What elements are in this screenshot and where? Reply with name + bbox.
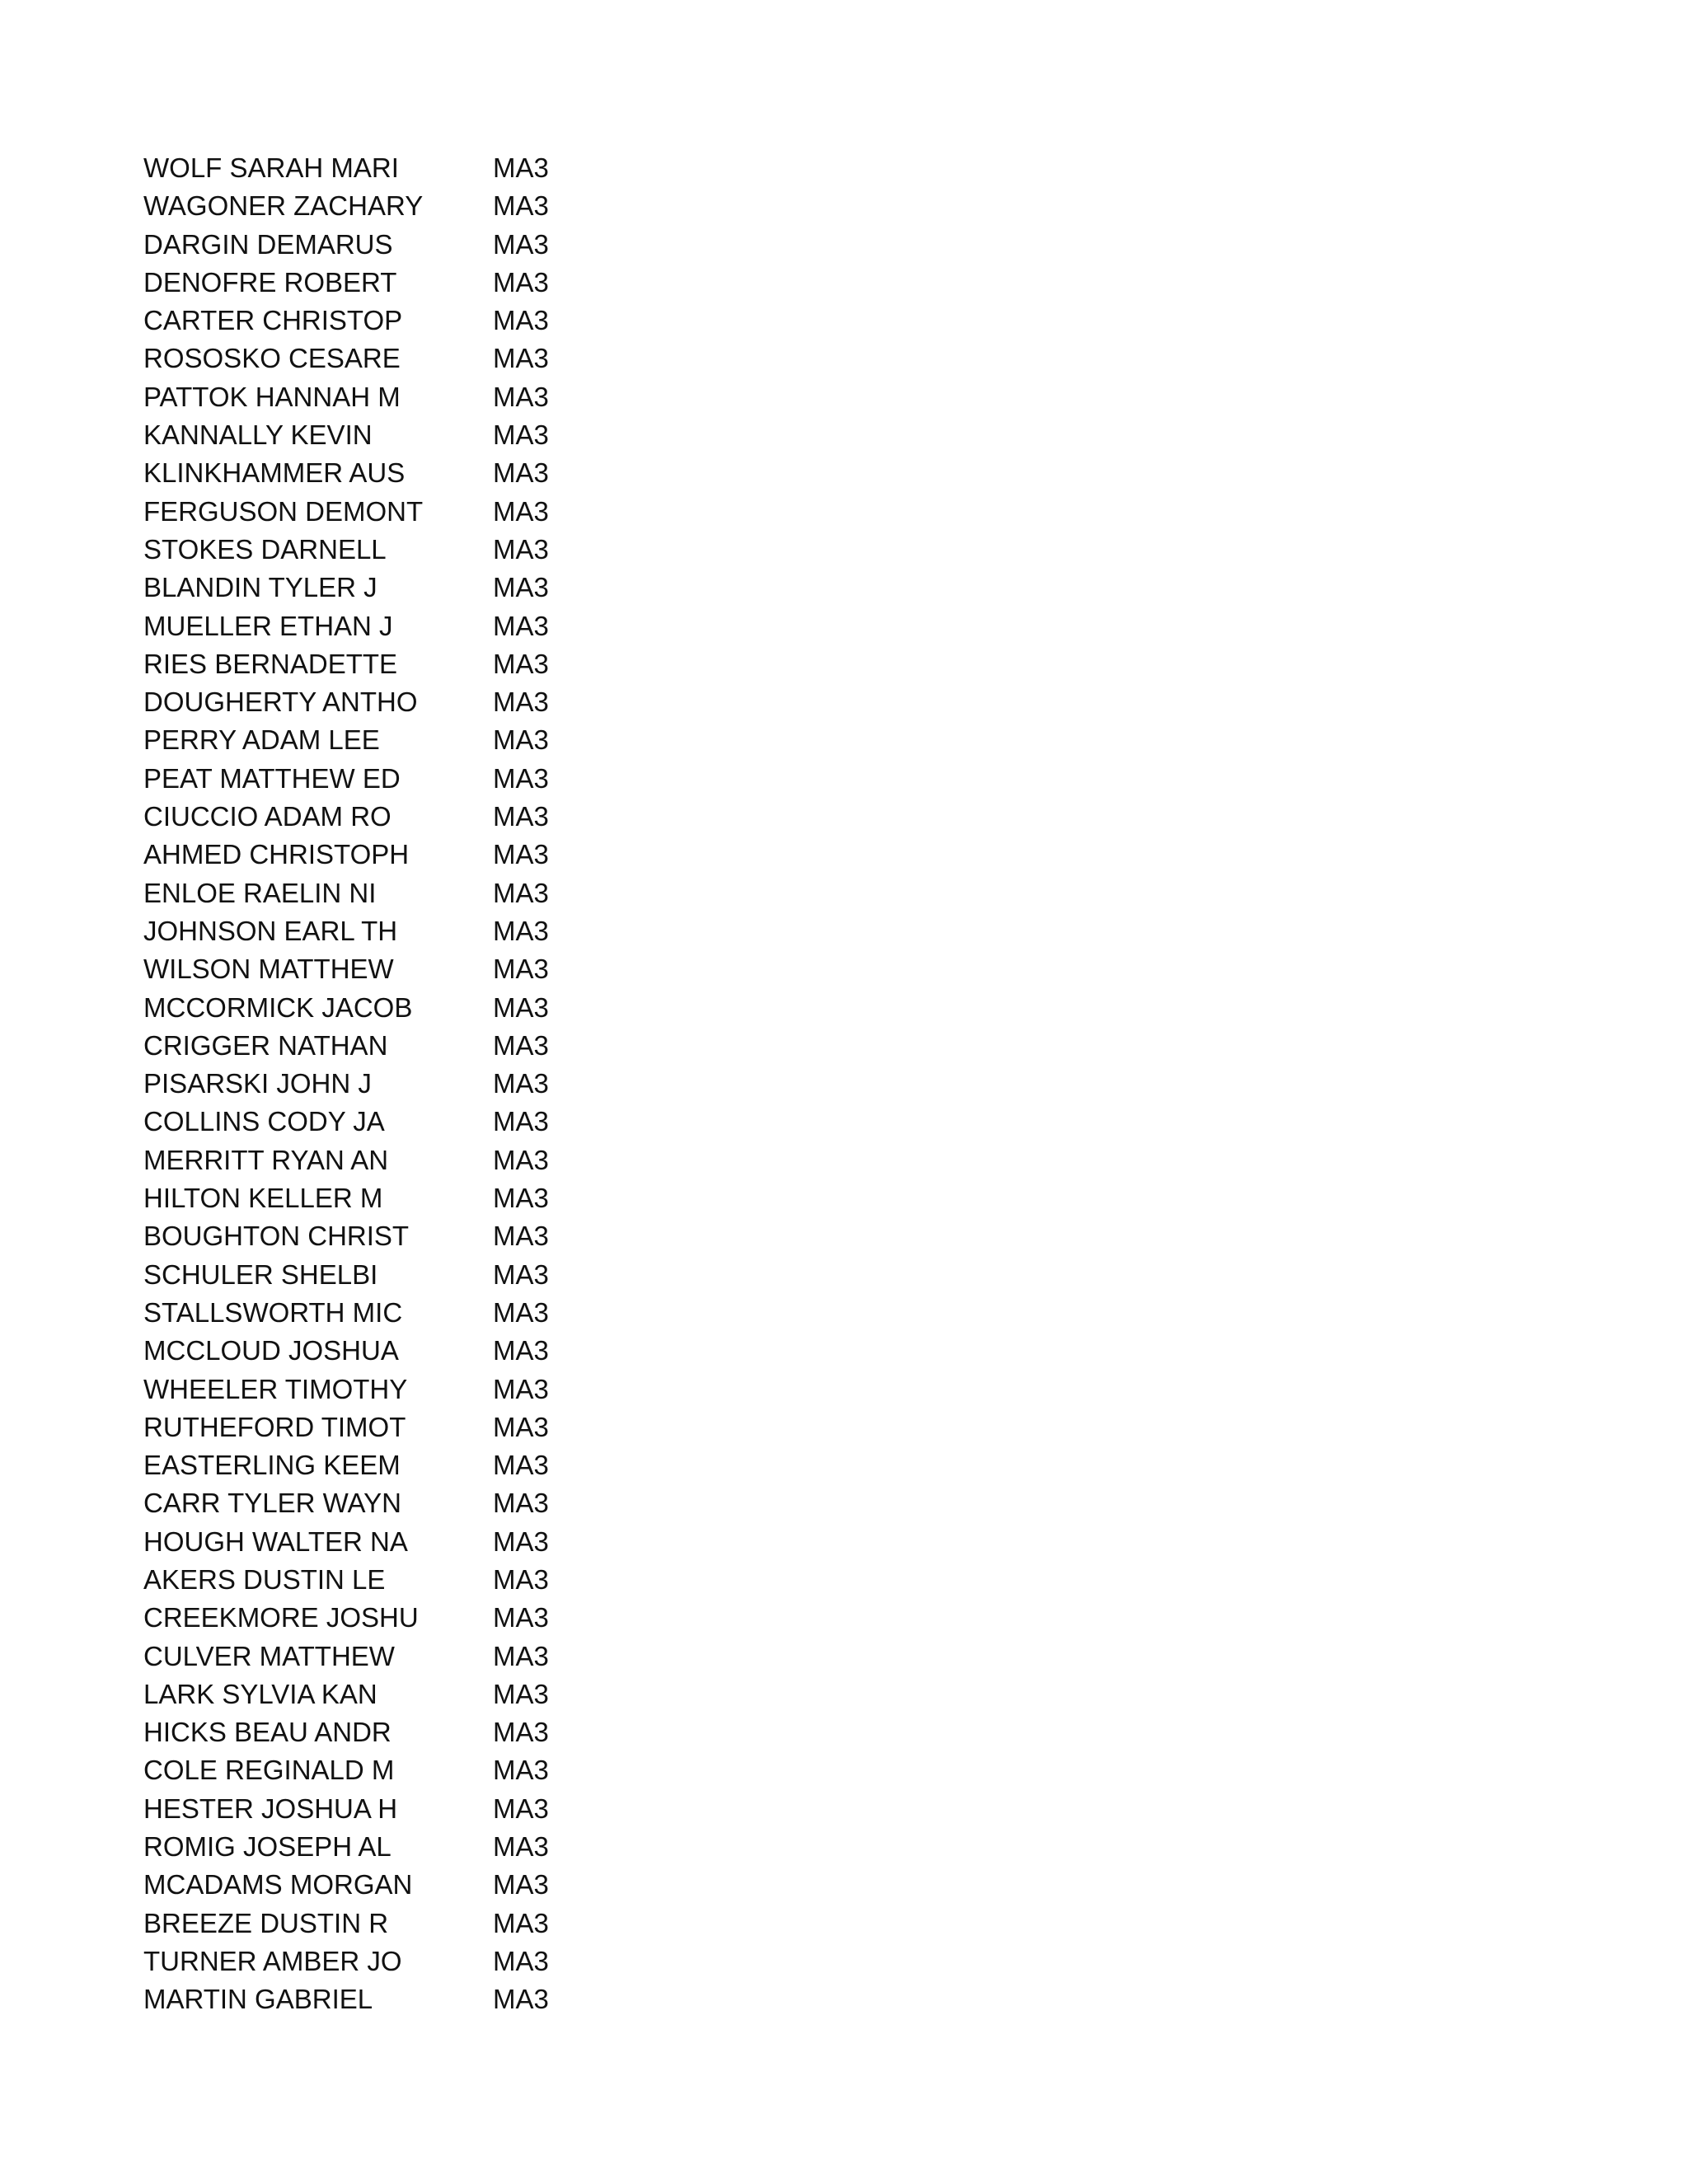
rank-code: MA3 (493, 1068, 549, 1099)
rank-code: MA3 (493, 1984, 549, 2015)
rank-code: MA3 (493, 1335, 549, 1366)
rank-code: MA3 (493, 954, 549, 985)
person-name: WILSON MATTHEW (143, 954, 394, 985)
rank-code: MA3 (493, 610, 549, 641)
person-name: BREEZE DUSTIN R (143, 1907, 389, 1938)
rank-code: MA3 (493, 266, 549, 298)
table-row (143, 1943, 720, 1980)
rank-code: MA3 (493, 1602, 549, 1633)
table-row (143, 1980, 720, 2018)
table-row (143, 226, 720, 264)
table-row (143, 1408, 720, 1446)
rank-code: MA3 (493, 1029, 549, 1061)
table-row (143, 1905, 720, 1943)
table-row (143, 989, 720, 1027)
rank-code: MA3 (493, 1831, 549, 1863)
rank-code: MA3 (493, 1640, 549, 1671)
rank-code: MA3 (493, 533, 549, 565)
table-row (143, 264, 720, 302)
person-name: MARTIN GABRIEL (143, 1984, 373, 2015)
rank-code: MA3 (493, 1411, 549, 1442)
table-row (143, 760, 720, 798)
table-row (143, 531, 720, 569)
person-name: FERGUSON DEMONT (143, 495, 424, 527)
person-name: HILTON KELLER M (143, 1183, 383, 1214)
person-name: HICKS BEAU ANDR (143, 1717, 392, 1748)
rank-code: MA3 (493, 1526, 549, 1557)
person-name: BLANDIN TYLER J (143, 572, 377, 603)
person-name: STOKES DARNELL (143, 533, 387, 565)
person-name: DARGIN DEMARUS (143, 228, 393, 260)
person-name: CARTER CHRISTOP (143, 305, 403, 336)
person-name: CIUCCIO ADAM RO (143, 801, 392, 832)
table-row (143, 836, 720, 874)
table-row (143, 1675, 720, 1713)
rank-code: MA3 (493, 457, 549, 489)
person-name: KLINKHAMMER AUS (143, 457, 406, 489)
table-row (143, 683, 720, 721)
person-name: SCHULER SHELBI (143, 1258, 378, 1290)
rank-code: MA3 (493, 762, 549, 794)
table-row (143, 1561, 720, 1599)
table-row (143, 798, 720, 836)
rank-code: MA3 (493, 877, 549, 908)
person-name: ROMIG JOSEPH AL (143, 1831, 392, 1863)
table-row (143, 1141, 720, 1179)
person-name: AKERS DUSTIN LE (143, 1563, 386, 1595)
rank-code: MA3 (493, 1258, 549, 1290)
person-name: RUTHEFORD TIMOT (143, 1411, 406, 1442)
table-row (143, 1256, 720, 1294)
person-name: COLE REGINALD M (143, 1755, 395, 1786)
rank-code: MA3 (493, 419, 549, 451)
person-name: WAGONER ZACHARY (143, 190, 424, 222)
rank-code: MA3 (493, 1945, 549, 1976)
table-row (143, 569, 720, 607)
table-row (143, 454, 720, 492)
person-name: EASTERLING KEEM (143, 1450, 401, 1481)
table-row (143, 912, 720, 950)
rank-code: MA3 (493, 648, 549, 679)
table-row (143, 1790, 720, 1828)
table-row (143, 1828, 720, 1866)
person-name: TURNER AMBER JO (143, 1945, 402, 1976)
rank-code: MA3 (493, 1106, 549, 1137)
rank-code: MA3 (493, 228, 549, 260)
table-row (143, 1294, 720, 1332)
rank-code: MA3 (493, 839, 549, 870)
person-name: CRIGGER NATHAN (143, 1029, 388, 1061)
rank-code: MA3 (493, 572, 549, 603)
table-row (143, 1065, 720, 1103)
table-row (143, 1599, 720, 1637)
rank-code: MA3 (493, 1755, 549, 1786)
rank-code: MA3 (493, 343, 549, 374)
rank-code: MA3 (493, 1869, 549, 1900)
person-name: KANNALLY KEVIN (143, 419, 373, 451)
person-name: STALLSWORTH MIC (143, 1296, 403, 1328)
table-row (143, 874, 720, 912)
person-name: HESTER JOSHUA H (143, 1793, 398, 1824)
rank-code: MA3 (493, 801, 549, 832)
rank-code: MA3 (493, 1678, 549, 1709)
rank-code: MA3 (493, 1717, 549, 1748)
rank-code: MA3 (493, 1907, 549, 1938)
table-row (143, 1484, 720, 1522)
person-name: RIES BERNADETTE (143, 648, 398, 679)
roster-list (143, 149, 720, 2019)
person-name: CARR TYLER WAYN (143, 1488, 401, 1519)
person-name: HOUGH WALTER NA (143, 1526, 408, 1557)
table-row (143, 187, 720, 225)
rank-code: MA3 (493, 1296, 549, 1328)
rank-code: MA3 (493, 1450, 549, 1481)
person-name: MCCLOUD JOSHUA (143, 1335, 399, 1366)
person-name: PATTOK HANNAH M (143, 381, 401, 412)
person-name: JOHNSON EARL TH (143, 915, 398, 946)
rank-code: MA3 (493, 305, 549, 336)
table-row (143, 1332, 720, 1370)
person-name: MCADAMS MORGAN (143, 1869, 413, 1900)
rank-code: MA3 (493, 687, 549, 718)
person-name: COLLINS CODY JA (143, 1106, 385, 1137)
table-row (143, 950, 720, 988)
person-name: LARK SYLVIA KAN (143, 1678, 377, 1709)
table-row (143, 1866, 720, 1904)
rank-code: MA3 (493, 915, 549, 946)
table-row (143, 378, 720, 416)
person-name: BOUGHTON CHRIST (143, 1221, 410, 1252)
person-name: PEAT MATTHEW ED (143, 762, 401, 794)
table-row (143, 645, 720, 683)
table-row (143, 340, 720, 377)
person-name: MERRITT RYAN AN (143, 1144, 389, 1175)
person-name: CULVER MATTHEW (143, 1640, 395, 1671)
table-row (143, 721, 720, 759)
table-row (143, 1446, 720, 1484)
table-row (143, 149, 720, 187)
table-row (143, 1751, 720, 1789)
person-name: ENLOE RAELIN NI (143, 877, 377, 908)
rank-code: MA3 (493, 1793, 549, 1824)
table-row (143, 493, 720, 531)
table-row (143, 302, 720, 340)
rank-code: MA3 (493, 1563, 549, 1595)
table-row (143, 1523, 720, 1561)
table-row (143, 607, 720, 645)
person-name: PISARSKI JOHN J (143, 1068, 372, 1099)
table-row (143, 1027, 720, 1065)
rank-code: MA3 (493, 1144, 549, 1175)
person-name: MUELLER ETHAN J (143, 610, 393, 641)
rank-code: MA3 (493, 991, 549, 1023)
rank-code: MA3 (493, 1221, 549, 1252)
rank-code: MA3 (493, 190, 549, 222)
table-row (143, 1371, 720, 1408)
person-name: CREEKMORE JOSHU (143, 1602, 419, 1633)
table-row (143, 1713, 720, 1751)
person-name: AHMED CHRISTOPH (143, 839, 410, 870)
rank-code: MA3 (493, 1373, 549, 1404)
rank-code: MA3 (493, 381, 549, 412)
table-row (143, 1217, 720, 1255)
table-row (143, 416, 720, 454)
rank-code: MA3 (493, 152, 549, 183)
person-name: ROSOSKO CESARE (143, 343, 401, 374)
person-name: WOLF SARAH MARI (143, 152, 399, 183)
person-name: WHEELER TIMOTHY (143, 1373, 408, 1404)
person-name: MCCORMICK JACOB (143, 991, 413, 1023)
rank-code: MA3 (493, 724, 549, 756)
table-row (143, 1103, 720, 1141)
person-name: PERRY ADAM LEE (143, 724, 380, 756)
table-row (143, 1179, 720, 1217)
table-row (143, 1638, 720, 1675)
rank-code: MA3 (493, 1183, 549, 1214)
rank-code: MA3 (493, 1488, 549, 1519)
person-name: DENOFRE ROBERT (143, 266, 397, 298)
rank-code: MA3 (493, 495, 549, 527)
person-name: DOUGHERTY ANTHO (143, 687, 418, 718)
